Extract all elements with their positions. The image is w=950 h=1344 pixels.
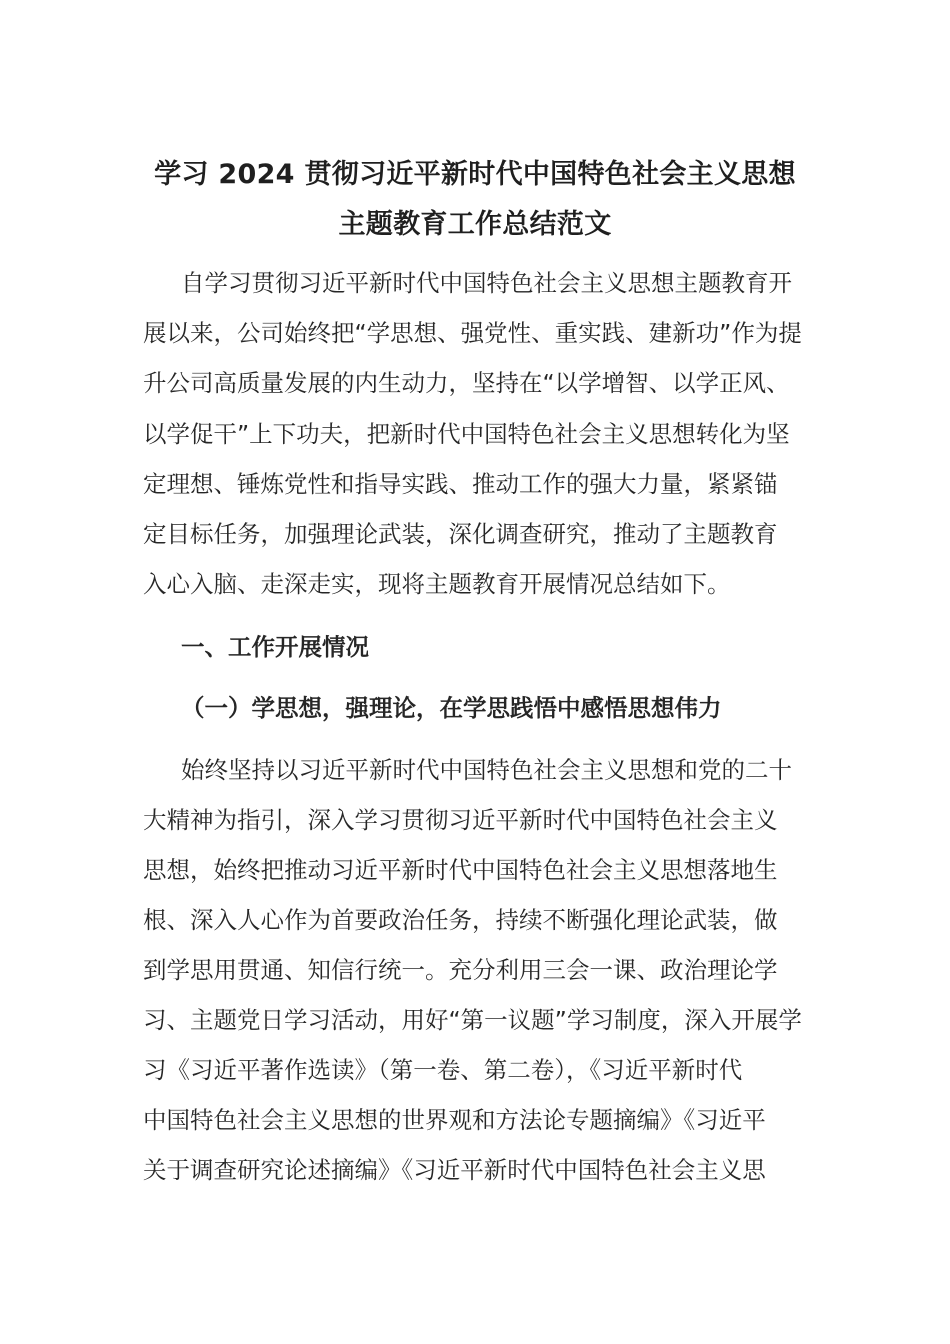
paragraph-2-line-7: 习《习近平著作选读》（第一卷、第二卷），《习近平新时代	[143, 1056, 743, 1084]
subsection-1-heading: （一）学思想，强理论，在学思践悟中感悟思想伟力	[181, 694, 722, 722]
document-title-line-1: 学习 2024 贯彻习近平新时代中国特色社会主义思想	[154, 159, 796, 190]
paragraph-2-line-1: 始终坚持以习近平新时代中国特色社会主义思想和党的二十	[181, 756, 792, 784]
paragraph-2-line-4: 根、深入人心作为首要政治任务，持续不断强化理论武装，做	[143, 906, 778, 934]
section-1-heading: 一、工作开展情况	[181, 633, 369, 661]
document-title-line-2: 主题教育工作总结范文	[338, 209, 612, 240]
paragraph-1-line-3: 升公司高质量发展的内生动力，坚持在“以学增智、以学正风、	[143, 369, 790, 397]
paragraph-2-line-5: 到学思用贯通、知信行统一。充分利用三会一课、政治理论学	[143, 956, 778, 984]
paragraph-1-line-2: 展以来，公司始终把“学思想、强党性、重实践、建新功”作为提	[143, 319, 802, 347]
paragraph-2-line-8: 中国特色社会主义思想的世界观和方法论专题摘编》《习近平	[143, 1106, 766, 1134]
paragraph-2-line-9: 关于调查研究论述摘编》《习近平新时代中国特色社会主义思	[143, 1156, 766, 1184]
paragraph-1-line-7: 入心入脑、走深走实，现将主题教育开展情况总结如下。	[143, 570, 731, 598]
paragraph-1-line-6: 定目标任务，加强理论武装，深化调查研究，推动了主题教育	[143, 520, 778, 548]
paragraph-1-line-5: 定理想、锤炼党性和指导实践、推动工作的强大力量，紧紧锚	[143, 470, 778, 498]
paragraph-1-line-1: 自学习贯彻习近平新时代中国特色社会主义思想主题教育开	[181, 269, 792, 297]
paragraph-1-line-4: 以学促干”上下功夫，把新时代中国特色社会主义思想转化为坚	[143, 420, 790, 448]
paragraph-2-line-6: 习、主题党日学习活动，用好“第一议题”学习制度，深入开展学	[143, 1006, 802, 1034]
paragraph-2-line-2: 大精神为指引，深入学习贯彻习近平新时代中国特色社会主义	[143, 806, 778, 834]
paragraph-2-line-3: 思想，始终把推动习近平新时代中国特色社会主义思想落地生	[143, 856, 778, 884]
